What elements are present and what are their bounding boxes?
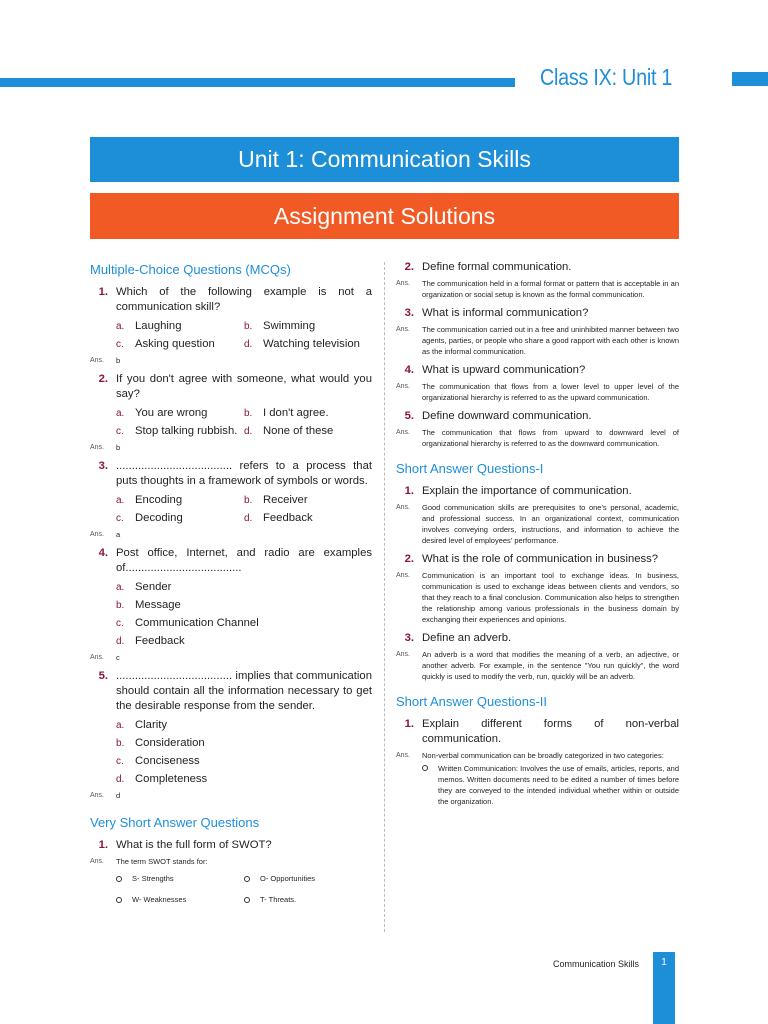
option-text: Communication Channel [135,617,259,629]
bullet-text: W- Weaknesses [132,895,187,904]
option-text: Decoding [135,512,183,524]
bullet-icon [116,876,122,882]
question-number: 4. [98,547,108,559]
option-letter: d. [244,513,253,524]
sa1-list [396,484,679,682]
option [116,772,372,787]
option-text: You are wrong [135,407,208,419]
vsa-heading: Very Short Answer Questions [90,815,260,830]
question-text: ..................................... implies that communication should contain all the information necessary to get the desirable response from the sender. [116,670,372,712]
answer [396,324,679,357]
option-letter: d. [116,636,125,647]
question-number: 3. [98,460,108,472]
option [244,337,372,352]
answer [90,442,372,453]
question [396,409,679,424]
answer-label: Ans. [396,326,411,333]
option-text: None of these [263,425,334,437]
question-text: What is the full form of SWOT? [116,839,272,851]
assignment-title: Assignment Solutions [90,193,679,239]
option [116,616,372,631]
option-text: Completeness [135,773,208,785]
answer-label: Ans. [90,357,105,364]
question [90,546,372,576]
option-letter: a. [116,321,125,332]
options [116,718,372,787]
bullet-text: T- Threats. [260,895,297,904]
left-column [90,260,372,907]
option-text: Laughing [135,320,182,332]
option-text: Consideration [135,737,205,749]
answer [396,649,679,682]
answer-text: d [116,791,121,800]
question-text: Explain the importance of communication. [422,485,632,497]
question [396,306,679,321]
question-text: Post office, Internet, and radio are examples of..................................... [116,547,372,574]
mcq-heading: Multiple-Choice Questions (MCQs) [90,262,291,277]
option-letter: a. [116,582,125,593]
answer [396,750,679,761]
sub-point [422,763,679,807]
answer-text: c [116,653,120,662]
answer-text: a [116,530,121,539]
list-item [244,892,372,907]
question-text: Define formal communication. [422,261,572,273]
right-column [396,260,679,807]
answer-label: Ans. [90,792,105,799]
question [396,260,679,275]
bullet-text: O- Opportunities [260,874,316,883]
answer [90,790,372,801]
answer [90,355,372,366]
option [116,493,244,508]
option [116,337,244,352]
question-number: 1. [98,839,108,851]
bullet-icon [116,897,122,903]
question-number: 1. [404,485,414,497]
bullet-icon [244,876,250,882]
option-text: Message [135,599,181,611]
option-text: Encoding [135,494,183,506]
answer-label: Ans. [396,504,411,511]
answer-text: b [116,356,121,365]
sub-point-text: Written Communication: Involves the use of emails, articles, reports, and memos. Written documents need to be edited a number of times before they are conveyed to the intended individual whether within or outside the organization. [438,764,679,806]
option-letter: c. [116,618,124,629]
answer-label: Ans. [396,572,411,579]
question-number: 1. [98,286,108,298]
answer-text: The communication that flows from upward to downward level of organizational hierarchy is referred to as the downward communication. [422,428,679,448]
answer-label: Ans. [90,444,105,451]
vsa-continued-list [396,260,679,449]
footer-title: Communication Skills [553,959,640,969]
option-text: Receiver [263,494,308,506]
option [244,319,372,334]
question [90,669,372,714]
list-item [116,871,244,886]
option-letter: d. [244,426,253,437]
answer-text: Communication is an important tool to exchange ideas. In business, communication is used to exchange ideas between clients and vendors, so that they reach to a final conclusion. Communication also helps to strengthen the relationship among various professionals in the business domain by exchanging their experiences and opinions. [422,571,679,624]
sa1-heading: Short Answer Questions-I [396,461,544,476]
answer-label: Ans. [90,654,105,661]
question [90,372,372,402]
question-text: What is informal communication? [422,307,589,319]
option [244,424,372,439]
answer-text: An adverb is a word that modifies the meaning of a verb, an adjective, or another adverb. For example, in the sentence "You run quickly", the word quickly is used to modify the verb, run, quickly will be an adverb. [422,650,679,681]
question-number: 3. [404,632,414,644]
option-letter: c. [116,756,124,767]
option-letter: b. [244,495,253,506]
option [116,511,244,526]
unit-title: Unit 1: Communication Skills [90,137,679,182]
option [244,493,372,508]
option [116,406,244,421]
question-number: 2. [404,261,414,273]
option [116,580,372,595]
question [396,552,679,567]
option-text: Watching television [263,338,360,350]
option-letter: d. [244,339,253,350]
answer-text: b [116,443,121,452]
options [116,493,372,526]
page-number: 1 [653,952,675,1024]
mcq-list [90,285,372,801]
swot-list [116,871,372,907]
question [90,285,372,315]
options [116,580,372,649]
option-letter: c. [116,339,124,350]
option [116,424,244,439]
question-text: Define downward communication. [422,410,592,422]
question-text: Explain different forms of non-verbal communication. [422,718,679,745]
question [396,631,679,646]
header-rule-end [732,72,768,86]
question-text: What is the role of communication in business? [422,553,659,565]
answer [90,529,372,540]
option-letter: a. [116,720,125,731]
option [116,736,372,751]
question-number: 1. [404,718,414,730]
option [116,319,244,334]
question [90,459,372,489]
bullet-icon [244,897,250,903]
header-rule [0,78,515,87]
option [116,718,372,733]
bullet-text: S- Strengths [132,874,174,883]
bullet-icon [422,765,428,771]
answer [396,427,679,449]
option-text: I don't agree. [263,407,329,419]
answer-label: Ans. [396,429,411,436]
option-letter: b. [244,321,253,332]
answer-text: The term SWOT stands for: [116,857,208,866]
answer-label: Ans. [396,752,411,759]
option-text: Asking question [135,338,215,350]
answer [90,856,372,867]
option-letter: b. [116,600,125,611]
option-letter: b. [116,738,125,749]
option-letter: a. [116,495,125,506]
question-number: 5. [404,410,414,422]
list-item [244,871,372,886]
answer-label: Ans. [90,531,105,538]
question-text: What is upward communication? [422,364,586,376]
question [90,838,372,853]
question [396,717,679,747]
option [116,754,372,769]
question-number: 5. [98,670,108,682]
question [396,484,679,499]
list-item [116,892,244,907]
option [116,598,372,613]
options [116,319,372,352]
answer-text: The communication held in a formal format or pattern that is acceptable in an organization or social setup is known as the formal communication. [422,279,679,299]
answer-label: Ans. [396,651,411,658]
answer-text: The communication carried out in a free and uninhibited manner between two agents, parties, or people who share a good rapport with each other is known as the informal communication. [422,325,679,356]
option-letter: a. [116,408,125,419]
question-number: 4. [404,364,414,376]
answer [90,652,372,663]
answer-text: Non-verbal communication can be broadly categorized in two categories: [422,751,664,760]
option-text: Clarity [135,719,168,731]
answer-label: Ans. [396,280,411,287]
question-number: 3. [404,307,414,319]
answer [396,502,679,546]
option-letter: b. [244,408,253,419]
option-text: Stop talking rubbish. [135,425,238,437]
answer-label: Ans. [396,383,411,390]
question-number: 2. [404,553,414,565]
option [116,634,372,649]
option-text: Sender [135,581,172,593]
option [244,406,372,421]
option-text: Feedback [263,512,313,524]
question-text: ..................................... refers to a process that puts thoughts in a framework of symbols or words. [116,460,372,487]
answer [396,570,679,625]
question [396,363,679,378]
sa2-heading: Short Answer Questions-II [396,694,548,709]
question-text: Define an adverb. [422,632,512,644]
option-text: Swimming [263,320,316,332]
option-letter: c. [116,426,124,437]
class-title: Class IX: Unit 1 [540,64,673,90]
column-divider [384,262,385,932]
question-number: 2. [98,373,108,385]
option-letter: c. [116,513,124,524]
option-letter: d. [116,774,125,785]
answer-text: Good communication skills are prerequisites to one's personal, academic, and professional success. In an organizational context, communication involves conveying orders, instructions, and information to achieve the desired level of employees' performance. [422,503,679,545]
option-text: Conciseness [135,755,200,767]
option [244,511,372,526]
answer-text: The communication that flows from a lower level to upper level of the organizational hierarchy is referred to as the upward communication. [422,382,679,402]
question-text: If you don't agree with someone, what would you say? [116,373,372,400]
question-text: Which of the following example is not a communication skill? [116,286,372,313]
answer [396,278,679,300]
options [116,406,372,439]
answer [396,381,679,403]
answer-label: Ans. [90,858,105,865]
option-text: Feedback [135,635,185,647]
